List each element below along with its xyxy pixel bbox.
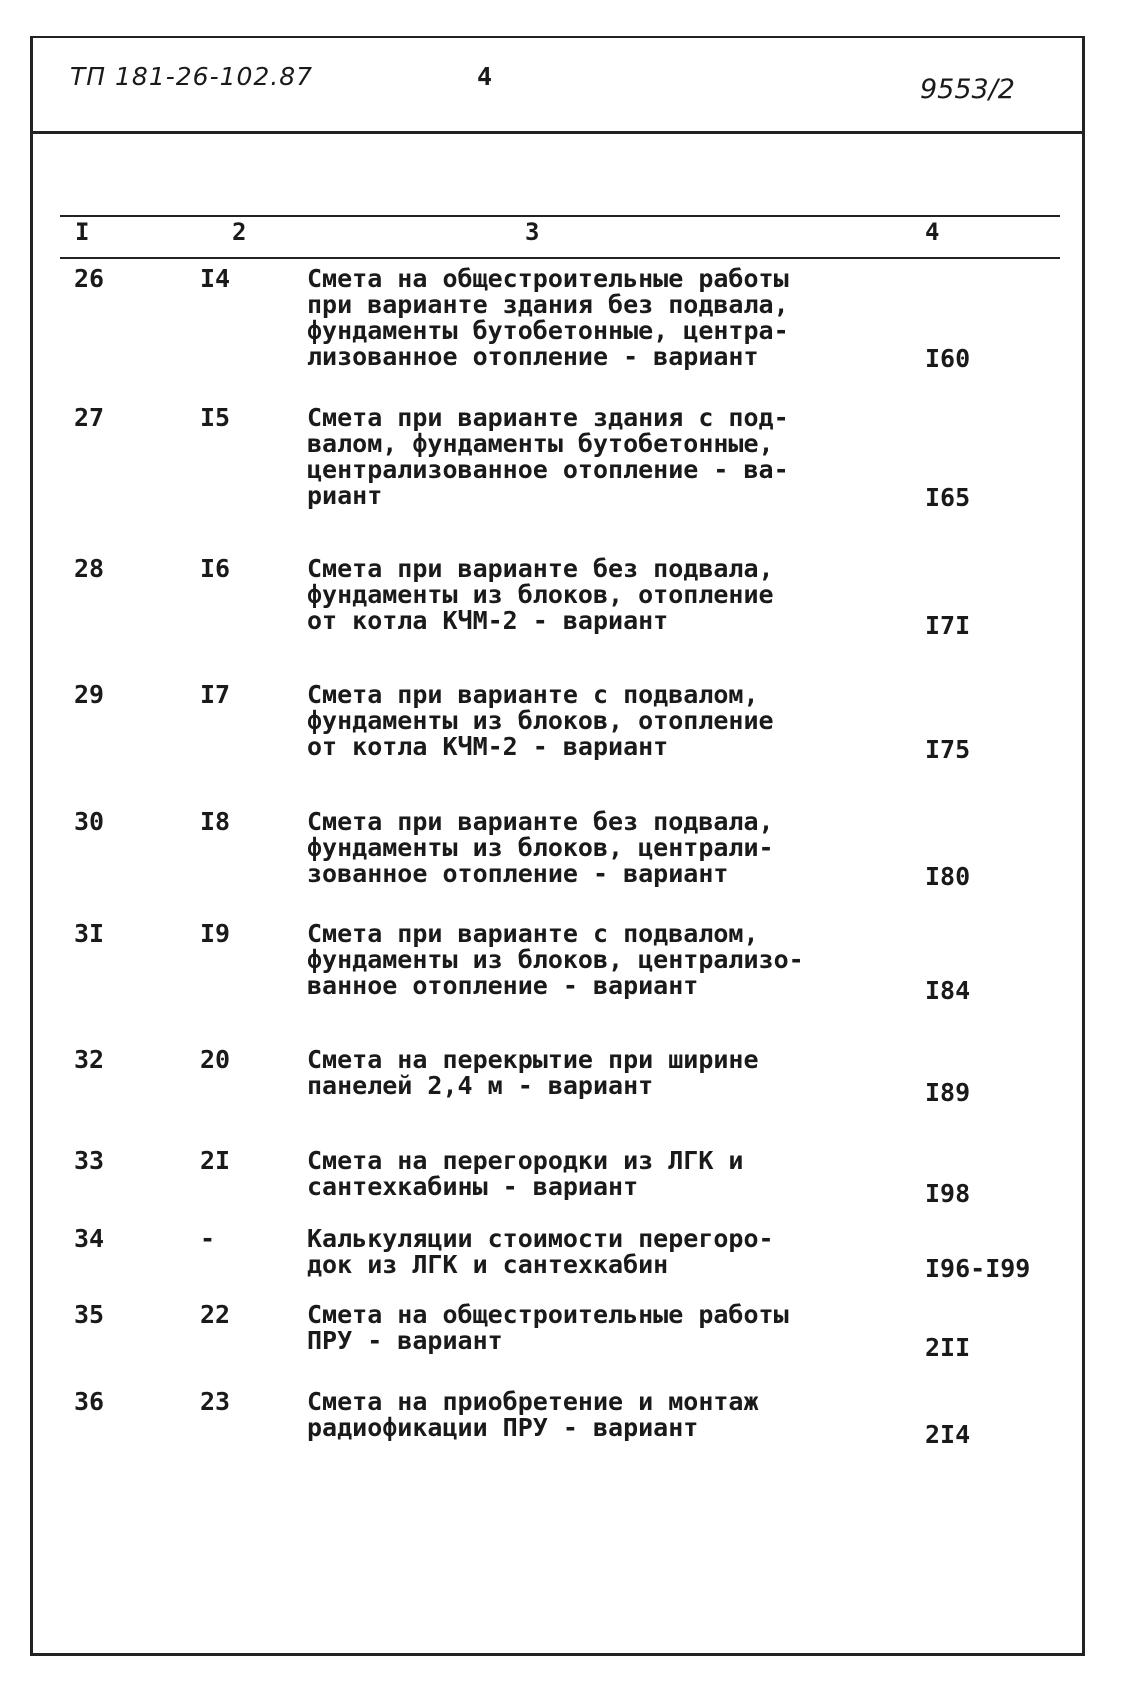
sheet-number: I8	[200, 807, 231, 836]
row-title: Калькуляции стоимости перегоро- док из ЛГК и сантехкабин	[307, 1224, 774, 1279]
table-header-top-rule	[60, 215, 1060, 217]
row-title: Смета на перегородки из ЛГК и сантехкабины - вариант	[307, 1146, 744, 1201]
row-pages: I60	[925, 344, 971, 373]
row-title: Смета при варианте без подвала, фундаменты из блоков, централи- зованное отопление - вариант	[307, 807, 774, 888]
row-pages: 2II	[925, 1333, 971, 1362]
sheet-number: I4	[200, 264, 231, 293]
row-number: 27	[74, 403, 105, 432]
row-number: 36	[74, 1387, 105, 1416]
sheet-number: I6	[200, 554, 231, 583]
sheet-number: -	[200, 1224, 216, 1253]
sheet-number: I5	[200, 403, 231, 432]
column-header-4: 4	[925, 218, 940, 246]
page-number: 4	[477, 62, 493, 91]
row-pages: I98	[925, 1179, 971, 1208]
row-title: Смета при варианте с подвалом, фундаменты из блоков, отопление от котла КЧМ-2 - вариант	[307, 680, 774, 761]
column-header-2: 2	[232, 218, 247, 246]
row-number: 26	[74, 264, 105, 293]
row-pages: I65	[925, 483, 971, 512]
row-title: Смета при варианте с подвалом, фундаменты из блоков, централизо- ванное отопление - вариант	[307, 919, 804, 1000]
sheet-number: 20	[200, 1045, 231, 1074]
sheet-number: I7	[200, 680, 231, 709]
row-number: 29	[74, 680, 105, 709]
row-pages: I7I	[925, 611, 971, 640]
table-header-bottom-rule	[60, 257, 1060, 259]
row-pages: I80	[925, 862, 971, 891]
row-title: Смета на общестроительные работы при варианте здания без подвала, фундаменты бутобетонные, центра- лизованное отопление - вариант	[307, 264, 789, 371]
sheet-number: 22	[200, 1300, 231, 1329]
column-header-3: 3	[525, 218, 540, 246]
row-number: 34	[74, 1224, 105, 1253]
sheet-number: 2I	[200, 1146, 231, 1175]
row-number: 35	[74, 1300, 105, 1329]
column-header-1: I	[75, 218, 90, 246]
row-number: 32	[74, 1045, 105, 1074]
row-title: Смета при варианте здания с под- валом, фундаменты бутобетонные, централизованное отопление - ва- риант	[307, 403, 789, 510]
doc-code: ТП 181-26-102.87	[70, 62, 314, 91]
row-number: 28	[74, 554, 105, 583]
row-pages: I96-I99	[925, 1254, 1031, 1283]
row-number: 30	[74, 807, 105, 836]
row-pages: 2I4	[925, 1420, 971, 1449]
row-pages: I89	[925, 1078, 971, 1107]
row-title: Смета на перекрытие при ширине панелей 2,4 м - вариант	[307, 1045, 759, 1100]
row-title: Смета при варианте без подвала, фундаменты из блоков, отопление от котла КЧМ-2 - вариант	[307, 554, 774, 635]
sheet-number: I9	[200, 919, 231, 948]
row-number: 3I	[74, 919, 105, 948]
row-number: 33	[74, 1146, 105, 1175]
row-pages: I84	[925, 976, 971, 1005]
row-pages: I75	[925, 735, 971, 764]
header-divider	[33, 131, 1083, 134]
sheet-number: 23	[200, 1387, 231, 1416]
row-title: Смета на приобретение и монтаж радиофикации ПРУ - вариант	[307, 1387, 759, 1442]
archive-number: 9553/2	[920, 74, 1015, 105]
row-title: Смета на общестроительные работы ПРУ - вариант	[307, 1300, 789, 1355]
